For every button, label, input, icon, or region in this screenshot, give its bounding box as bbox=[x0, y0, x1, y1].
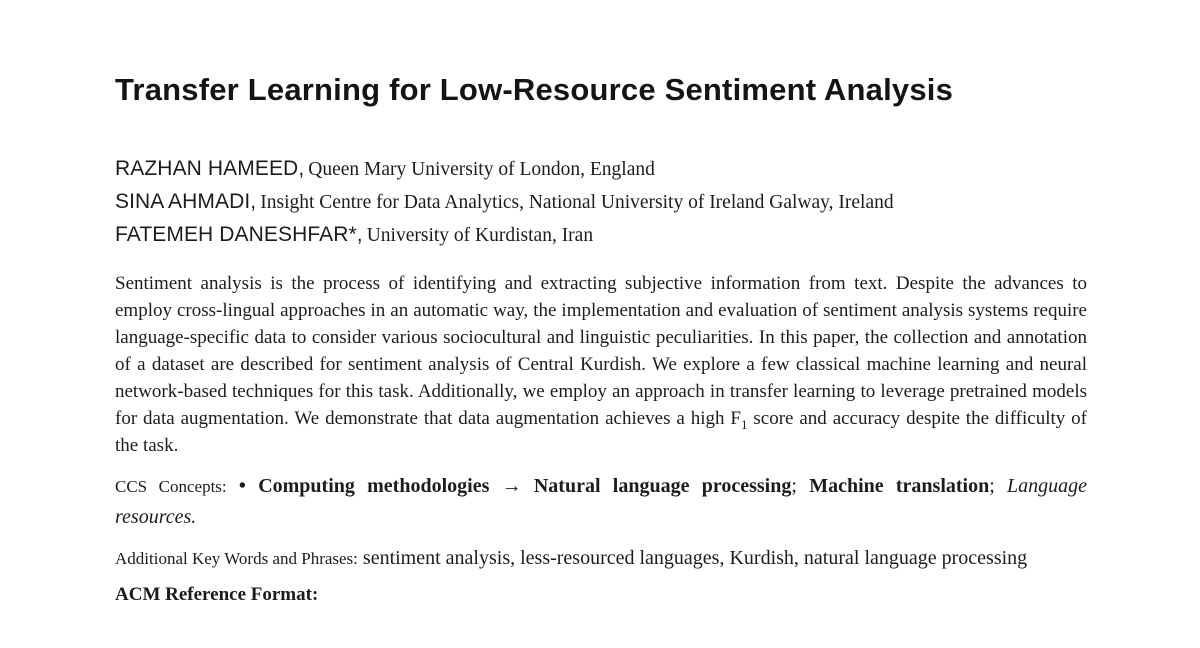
author-line bbox=[115, 186, 1087, 219]
abstract-text: Sentiment analysis is the process of identifying and extracting subjective information from text. Despite the advances to employ cross-lingual approaches in an automatic way, the implementation and evaluation of sentiment analysis systems require language-specific data to consider various sociocultural and linguistic peculiarities. In this paper, the collection and annotation of a dataset are described for sentiment analysis of Central Kurdish. We explore a few classical machine learning and neural network-based techniques for this task. Additionally, we employ an approach in transfer learning to leverage pretrained models for data augmentation. We demonstrate that data augmentation achieves a high F bbox=[115, 273, 1087, 429]
ccs-concepts bbox=[115, 471, 1087, 532]
author-name: FATEMEH DANESHFAR*, bbox=[115, 223, 363, 246]
keywords-paragraph bbox=[115, 544, 1087, 573]
ccs-label: CCS Concepts: bbox=[115, 477, 227, 496]
keywords-label: Additional Key Words and Phrases: bbox=[115, 549, 358, 568]
paper-title: Transfer Learning for Low-Resource Sentiment Analysis bbox=[115, 72, 954, 107]
author-affiliation: Queen Mary University of London, England bbox=[308, 159, 655, 180]
author-affiliation: Insight Centre for Data Analytics, National University of Ireland Galway, Ireland bbox=[260, 192, 894, 213]
keywords-text: sentiment analysis, less-resourced languages, Kurdish, natural language processing bbox=[362, 547, 1028, 569]
ccs-separator: ; bbox=[791, 475, 797, 497]
acm-reference-label: ACM Reference Format: bbox=[115, 584, 319, 605]
ccs-bullet: • bbox=[238, 475, 246, 497]
author-line bbox=[115, 219, 1087, 252]
author-block bbox=[115, 153, 1087, 252]
f1-subscript: 1 bbox=[740, 416, 748, 432]
abstract-text-end: score and accuracy despite the difficulty of the task. bbox=[115, 408, 1087, 456]
author-name: RAZHAN HAMEED, bbox=[115, 157, 305, 180]
author-line bbox=[115, 153, 1087, 186]
author-name: SINA AHMADI, bbox=[115, 190, 257, 213]
abstract-paragraph bbox=[115, 270, 1087, 459]
author-affiliation: University of Kurdistan, Iran bbox=[366, 225, 594, 246]
ccs-concept-3: Language resources. bbox=[115, 475, 1088, 528]
acm-reference-heading bbox=[115, 583, 1087, 607]
ccs-concept-1: Computing methodologies → Natural language processing bbox=[258, 475, 792, 497]
ccs-separator: ; bbox=[989, 475, 995, 497]
ccs-concept-2: Machine translation bbox=[809, 475, 990, 497]
